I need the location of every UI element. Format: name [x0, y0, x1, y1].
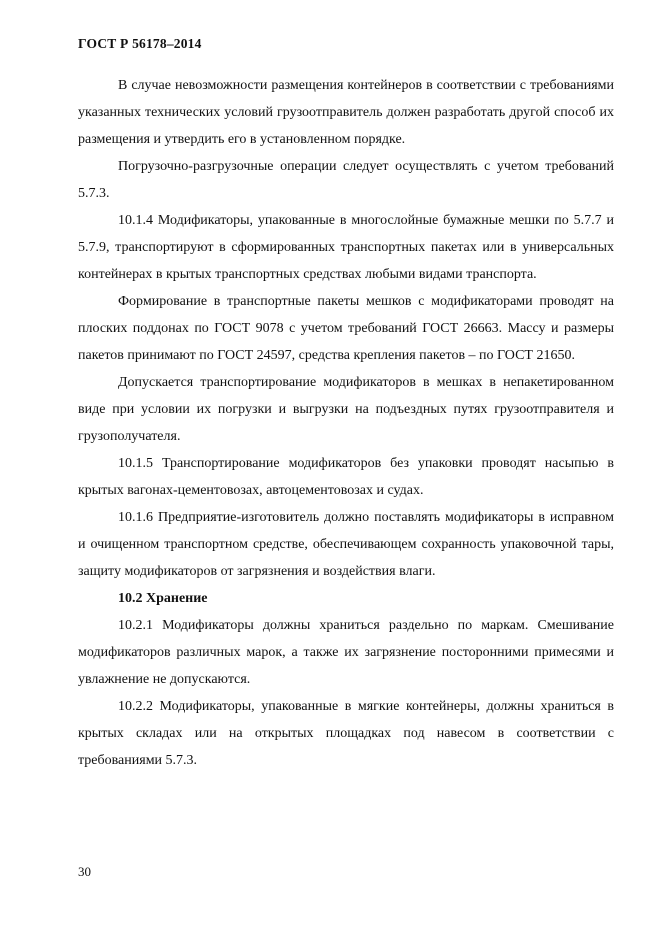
paragraph-10-2-1: 10.2.1 Модификаторы должны храниться раздельно по маркам. Смешивание модификаторов различных марок, а также их загрязнение посторонними примесями и увлажнение не допускаются.: [78, 618, 614, 687]
paragraph-10-2-2: 10.2.2 Модификаторы, упакованные в мягкие контейнеры, должны храниться в крытых складах или на открытых площадках под навесом в соответствии с требованиями 5.7.3.: [78, 699, 614, 768]
page-number: 30: [78, 864, 91, 879]
document-header: ГОСТ Р 56178–2014: [78, 36, 202, 51]
paragraph-10-1-6: 10.1.6 Предприятие-изготовитель должно поставлять модификаторы в исправном и очищенном транспортном средстве, обеспечивающем сохранность упаковочной тары, защиту модификаторов от загрязнения и воздействия влаги.: [78, 510, 614, 579]
document-body: [78, 72, 614, 774]
section-heading-storage: 10.2 Хранение: [118, 591, 208, 606]
paragraph-10-1-4: 10.1.4 Модификаторы, упакованные в многослойные бумажные мешки по 5.7.7 и 5.7.9, транспортируют в сформированных транспортных пакетах или в универсальных контейнерах в крытых транспортных средствах любыми видами транспорта.: [78, 213, 614, 282]
paragraph-loading-operations: Погрузочно-разгрузочные операции следует осуществлять с учетом требований 5.7.3.: [78, 159, 614, 201]
paragraph-container-placement: В случае невозможности размещения контейнеров в соответствии с требованиями указанных технических условий грузоотправитель должен разработать другой способ их размещения и утвердить его в установленном порядке.: [78, 78, 614, 147]
paragraph-10-1-5: 10.1.5 Транспортирование модификаторов без упаковки проводят насыпью в крытых вагонах-цементовозах, автоцементовозах и судах.: [78, 456, 614, 498]
paragraph-non-packaged-transport: Допускается транспортирование модификаторов в мешках в непакетированном виде при условии их погрузки и выгрузки на подъездных путях грузоотправителя и грузополучателя.: [78, 375, 614, 444]
paragraph-transport-packages: Формирование в транспортные пакеты мешков с модификаторами проводят на плоских поддонах по ГОСТ 9078 с учетом требований ГОСТ 26663. Массу и размеры пакетов принимают по ГОСТ 24597, средства крепления пакетов – по ГОСТ 21650.: [78, 294, 614, 363]
